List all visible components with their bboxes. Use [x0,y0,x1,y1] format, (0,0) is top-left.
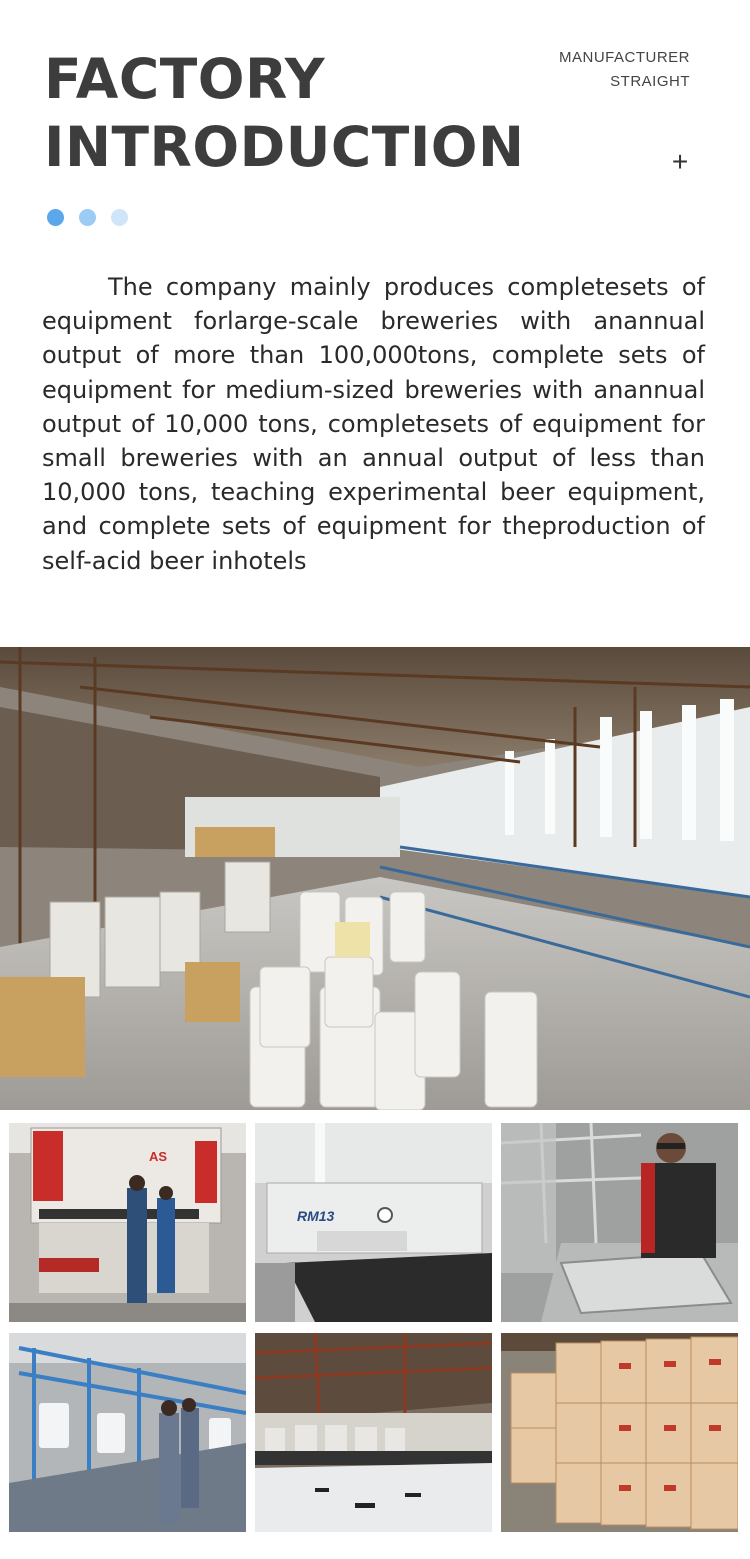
punch-machine-label: RM13 [297,1208,335,1224]
title-line-introduction: INTRODUCTION [44,115,525,179]
tag-manufacturer: MANUFACTURER [558,49,690,66]
dot-3 [111,209,128,226]
welding-worker-photo [501,1123,738,1322]
assembly-line-photo [9,1333,246,1532]
tag-straight: STRAIGHT [610,73,690,90]
title-line-factory: FACTORY [44,47,326,111]
factory-hall-photo [0,647,750,1110]
plus-icon: + [671,146,689,177]
workshop-photo [255,1333,492,1532]
dot-1 [47,209,64,226]
intro-paragraph: The company mainly produces completesets of equipment forlarge-scale breweries with anannual output of more than 100,000tons, complete sets of equipment for medium-sized breweries with anannual output of 10,000 tons, completesets of equipment for small breweries with an annual output of less than 10,000 tons, teaching experimental beer equipment, and complete sets of equipment for theproduction of self-acid beer inhotels [42,273,705,575]
dot-2 [79,209,96,226]
punch-machine-photo [255,1123,492,1322]
press-brake-label: AS [149,1149,168,1164]
packed-boxes-photo [501,1333,738,1532]
press-brake-photo [9,1123,246,1322]
